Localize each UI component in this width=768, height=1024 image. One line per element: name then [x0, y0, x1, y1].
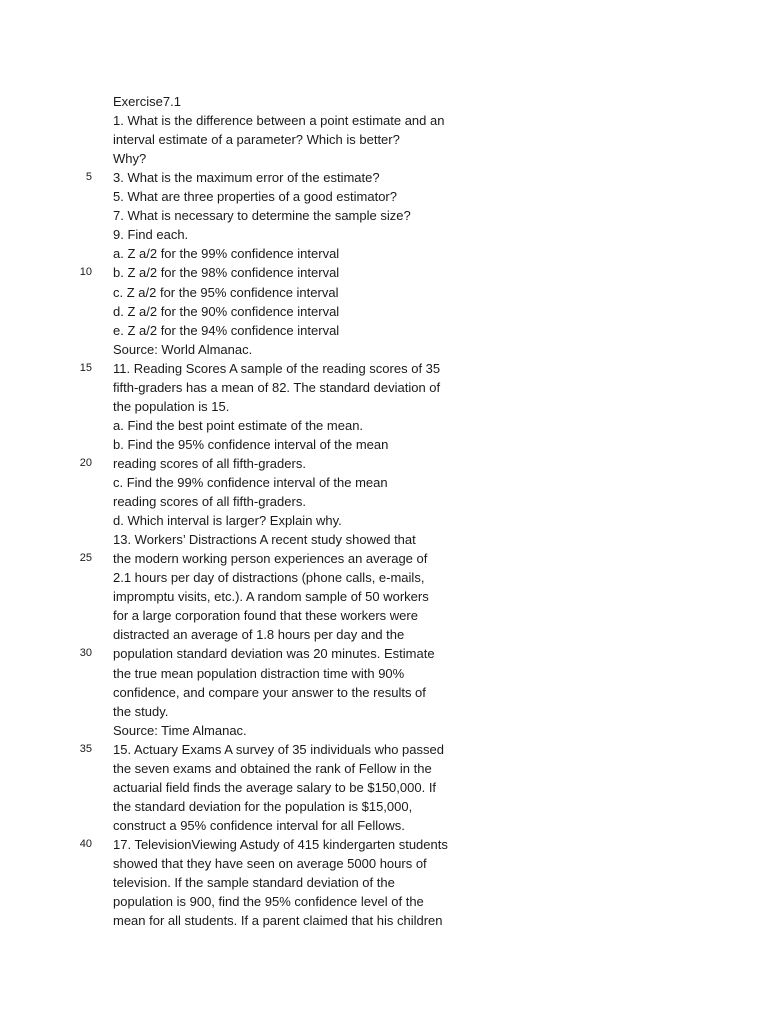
- text-line: the seven exams and obtained the rank of Fellow in the: [113, 760, 432, 776]
- text-line: 5. What are three properties of a good estimator?: [113, 189, 397, 205]
- line-number: 5: [85, 171, 92, 184]
- text-line: confidence, and compare your answer to the results of: [113, 684, 426, 700]
- text-line: interval estimate of a parameter? Which is better?: [113, 132, 400, 148]
- text-line: 7. What is necessary to determine the sample size?: [113, 208, 411, 224]
- text-line: 9. Find each.: [113, 227, 189, 243]
- text-line: distracted an average of 1.8 hours per day and the: [113, 627, 405, 643]
- text-line: for a large corporation found that these workers were: [113, 608, 418, 624]
- line-number: 15: [79, 361, 92, 374]
- text-line: a. Find the best point estimate of the mean.: [113, 417, 364, 433]
- text-line: impromptu visits, etc.). A random sample of 50 workers: [113, 589, 429, 605]
- line-number: 30: [79, 647, 92, 660]
- text-line: the standard deviation for the population is $15,000,: [113, 798, 413, 814]
- text-line: d. Which interval is larger? Explain why.: [113, 513, 342, 529]
- text-line: 15. Actuary Exams A survey of 35 individuals who passed: [113, 741, 444, 757]
- text-line: 1. What is the difference between a point estimate and an: [113, 113, 445, 129]
- line-number: 10: [79, 266, 92, 279]
- text-line: 11. Reading Scores A sample of the reading scores of 35: [113, 360, 441, 376]
- text-line: mean for all students. If a parent claimed that his children: [113, 913, 443, 929]
- text-line: c. Z a/2 for the 95% confidence interval: [113, 284, 339, 300]
- text-line: e. Z a/2 for the 94% confidence interval: [113, 322, 340, 338]
- text-line: the true mean population distraction time with 90%: [113, 665, 405, 681]
- text-line: reading scores of all fifth-graders.: [113, 494, 306, 510]
- text-line: 2.1 hours per day of distractions (phone calls, e-mails,: [113, 570, 425, 586]
- text-line: population is 900, find the 95% confidence level of the: [113, 894, 424, 910]
- line-number: 40: [79, 837, 92, 850]
- text-line: d. Z a/2 for the 90% confidence interval: [113, 303, 340, 319]
- text-line: c. Find the 99% confidence interval of the mean: [113, 475, 388, 490]
- text-line: 17. TelevisionViewing Astudy of 415 kindergarten students: [113, 836, 448, 852]
- text-line: the population is 15.: [113, 398, 230, 414]
- text-line: Source: Time Almanac.: [113, 722, 247, 738]
- text-line: b. Find the 95% confidence interval of the mean: [113, 436, 389, 452]
- text-line: Source: World Almanac.: [113, 341, 253, 357]
- text-line: fifth-graders has a mean of 82. The standard deviation of: [113, 379, 441, 395]
- text-line: construct a 95% confidence interval for all Fellows.: [113, 817, 405, 833]
- text-line: 3. What is the maximum error of the estimate?: [113, 170, 380, 186]
- text-line: the study.: [113, 703, 169, 719]
- line-number: 20: [79, 456, 92, 469]
- text-line: population standard deviation was 20 minutes. Estimate: [113, 646, 435, 662]
- line-number: 35: [79, 742, 92, 755]
- text-line: 13. Workers’ Distractions A recent study showed that: [113, 532, 416, 548]
- text-line: television. If the sample standard deviation of the: [113, 875, 395, 891]
- text-line: Exercise7.1: [113, 94, 181, 109]
- text-line: Why?: [113, 151, 147, 167]
- text-line: the modern working person experiences an average of: [113, 551, 428, 567]
- text-line: actuarial field finds the average salary to be $150,000. If: [113, 779, 437, 795]
- text-line: showed that they have seen on average 5000 hours of: [113, 856, 427, 871]
- line-number: 25: [79, 552, 92, 565]
- text-line: reading scores of all fifth-graders.: [113, 455, 306, 471]
- text-line: a. Z a/2 for the 99% confidence interval: [113, 246, 340, 262]
- text-line: b. Z a/2 for the 98% confidence interval: [113, 265, 340, 281]
